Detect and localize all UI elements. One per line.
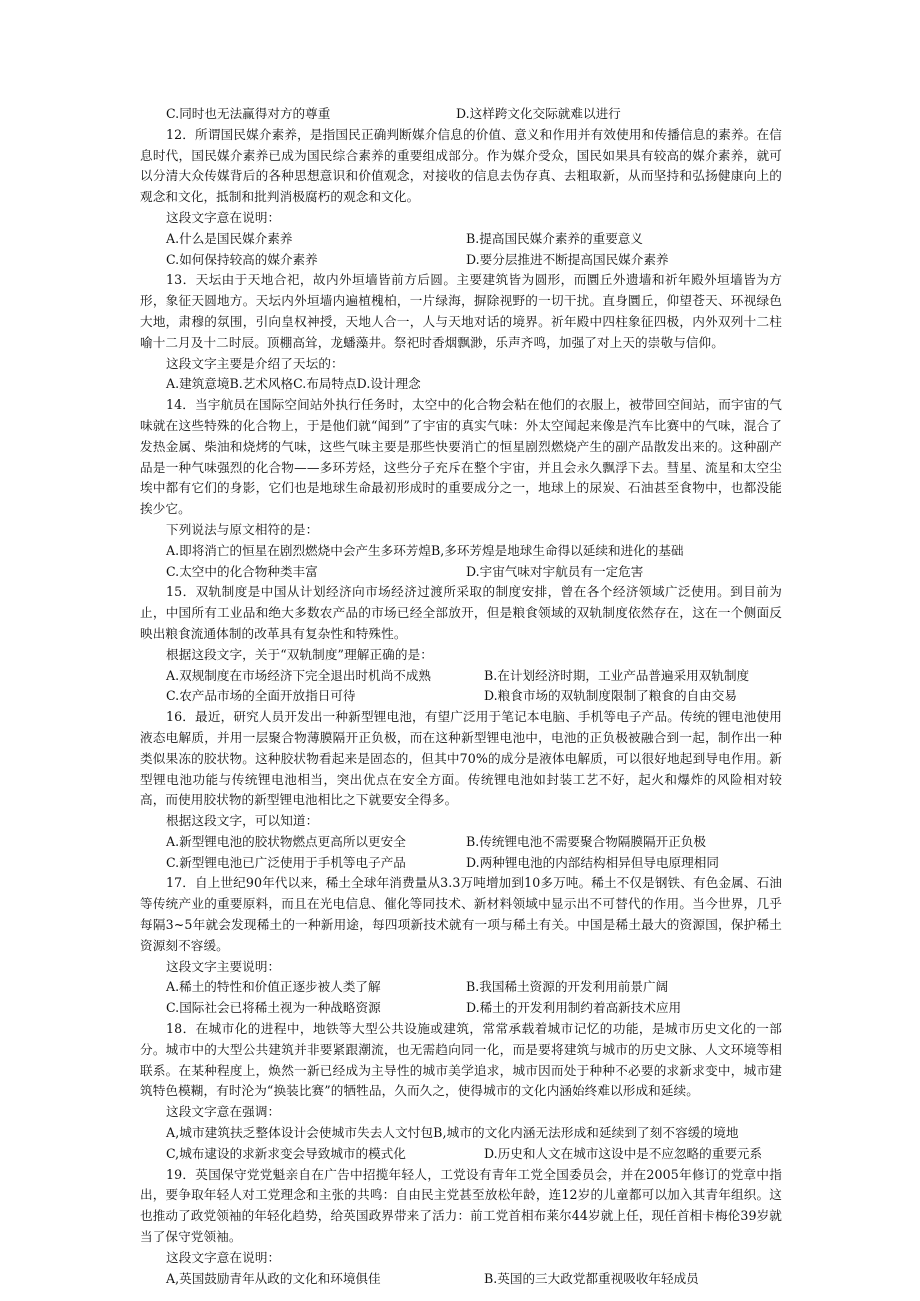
q17-question: 这段文字主要说明： bbox=[166, 958, 281, 974]
q18-question: 这段文字意在强调： bbox=[166, 1104, 281, 1120]
q17-option-d[interactable]: D.稀土的开发利用制约着高新技术应用 bbox=[466, 1000, 682, 1016]
q11-option-c[interactable]: C.同时也无法赢得对方的尊重 bbox=[166, 106, 331, 121]
q16-passage: 16．最近，研究人员开发出一种新型锂电池，有望广泛用于笔记本电脑、手机等电子产品。传统的锂电池使用液态电解质，并用一层聚合物薄膜隔开正负极，而在这种新型锂电池中，电池的正负极被融合到一起，制作出一种类似果冻的胶状物。这种胶状物看起来是固态的，但其中70%的成分是液体电解质，可以很好地起到导电作用。新型锂电池功能与传统锂电池相当，突出优点在安全方面。传统锂电池如封装工艺不好，起火和爆炸的风险相对较高，而使用胶状物的新型锂电池相比之下就要安全得多。 bbox=[140, 709, 782, 808]
exam-page bbox=[140, 104, 782, 1289]
q17-options-cd bbox=[166, 998, 782, 1019]
q15-options-ab bbox=[166, 666, 782, 687]
q15-option-d[interactable]: D.粮食市场的双轨制度限制了粮食的自由交易 bbox=[484, 688, 737, 704]
q14-options-cd bbox=[166, 562, 782, 583]
q14-option-c[interactable]: C.太空中的化合物种类丰富 bbox=[166, 563, 318, 579]
q12-option-d[interactable]: D.要分层推进不断提高国民媒介素养 bbox=[466, 251, 669, 267]
q16-options-ab bbox=[166, 832, 782, 853]
q13-options[interactable]: A.建筑意境B.艺术风格C.布局特点D.设计理念 bbox=[166, 376, 421, 392]
q16-options-cd bbox=[166, 853, 782, 874]
q17-option-b[interactable]: B.我国稀土资源的开发利用前景广阔 bbox=[466, 979, 669, 995]
q16-option-d[interactable]: D.两种锂电池的内部结构相异但导电原理相同 bbox=[466, 854, 719, 870]
q12-options-cd bbox=[166, 250, 782, 271]
q16-option-c[interactable]: C.新型锂电池已广泛使用于手机等电子产品 bbox=[166, 854, 406, 870]
q12-question: 这段文字意在说明： bbox=[166, 209, 281, 225]
q11-options-cd bbox=[166, 104, 782, 125]
q17-option-c[interactable]: C.国际社会已将稀土视为一种战略资源 bbox=[166, 1000, 381, 1016]
q12-option-c[interactable]: C.如何保持较高的媒介素养 bbox=[166, 251, 318, 267]
q14-question: 下列说法与原文相符的是： bbox=[166, 521, 319, 537]
q19-question: 这段文字意在说明： bbox=[166, 1249, 281, 1265]
q12-option-a[interactable]: A.什么是国民媒介素养 bbox=[166, 230, 293, 246]
q17-options-ab bbox=[166, 977, 782, 998]
q19-option-a[interactable]: A,英国鼓励青年从政的文化和环境俱佳 bbox=[166, 1270, 381, 1286]
q18-passage: 18．在城市化的进程中，地铁等大型公共设施或建筑，常常承载着城市记忆的功能，是城市历史文化的一部分。城市中的大型公共建筑并非要紧跟潮流，也无需趋向同一化，而是要将建筑与城市的历史文脉、人文环境等相联系。在某种程度上，焕然一新已经成为主导性的城市美学追求，城市因而处于种种不必要的求新求变中，城市建筑特色模糊，有时沦为“换装比赛”的牺牲品，久而久之，使得城市的文化内涵始终难以形成和延续。 bbox=[140, 1021, 782, 1099]
q17-passage: 17．自上世纪90年代以来，稀土全球年消费量从3.3万吨增加到10多万吨。稀土不仅是钢铁、有色金属、石油等传统产业的重要原料，而且在光电信息、催化等同技术、新材料领域中显示出不可替代的作用。当今世界，几乎每隔3~5年就会发现稀土的一种新用途，每四项新技术就有一项与稀土有关。中国是稀土最大的资源国，保护稀土资源刻不容缓。 bbox=[140, 875, 782, 953]
q15-option-a[interactable]: A.双规制度在市场经济下完全退出时机尚不成熟 bbox=[166, 667, 431, 683]
q11-option-d[interactable]: D.这样跨文化交际就难以进行 bbox=[456, 106, 621, 121]
q15-option-b[interactable]: B.在计划经济时期，工业产品普遍采用双轨制度 bbox=[484, 667, 750, 683]
q15-options-cd bbox=[166, 686, 782, 707]
q13-passage: 13．天坛由于天地合祀，故内外垣墙皆前方后圆。主要建筑皆为圆形，而圜丘外遗墙和祈年殿外垣墙皆为方形，象征天圆地方。天坛内外垣墙内遍植槐柏，一片绿海，摒除视野的一切干扰。直身圜丘，仰望苍天、环视绿色大地，肃穆的氛围，引向皇权神授，天地人合一，人与天地对话的境界。祈年殿中四柱象征四极，内外双列十二柱喻十二月及十二时辰。顶棚高耸，龙蟠藻井。祭祀时香烟飘渺，乐声齐鸣，加强了对上天的崇敬与信仰。 bbox=[140, 272, 782, 350]
q12-passage: 12．所谓国民媒介素养，是指国民正确判断媒介信息的价值、意义和作用并有效使用和传播信息的素养。在信息时代，国民媒介素养已成为国民综合素养的重要组成部分。作为媒介受众，国民如果具有较高的媒介素养，就可以分清大众传媒背后的各种思想意识和价值观念，对接收的信息去伪存真、去粗取新，从而坚持和弘扬健康向上的观念和文化，抵制和批判消极腐朽的观念和文化。 bbox=[140, 126, 782, 205]
q19-option-b[interactable]: B.英国的三大政党都重视吸收年轻成员 bbox=[484, 1270, 699, 1286]
q14-options-ab[interactable]: A.即将消亡的恒星在剧烈燃烧中会产生多环芳煌B,多环芳煌是地球生命得以延续和进化的基础 bbox=[166, 542, 684, 558]
q19-passage: 19．英国保守党党魁亲自在广告中招揽年轻人，工党设有青年工党全国委员会，并在2005年修订的党章中指出，要争取年轻人对工党理念和主张的共鸣：自由民主党甚至放松年龄，连12岁的儿童都可以加入其青年组织。这也推动了政党领袖的年轻化趋势，给英国政界带来了活力：前工党首相布莱尔44岁就上任，现任首相卡梅伦39岁就当了保守党领袖。 bbox=[140, 1166, 782, 1245]
q16-option-a[interactable]: A.新型锂电池的胶状物燃点更高所以更安全 bbox=[166, 833, 406, 849]
q12-options-ab bbox=[166, 229, 782, 250]
q14-option-d[interactable]: D.宇宙气味对宇航员有一定危害 bbox=[466, 563, 644, 579]
q14-passage: 14．当宇航员在国际空间站外执行任务时，太空中的化合物会粘在他们的衣服上，被带回空间站，而宇宙的气味就在这些特殊的化合物上，于是他们就“闻到”了宇宙的真实气味：外太空闻起来像是汽车比赛中的气味，混合了发热金属、柴油和烧烤的气味，这些气味主要是那些快要消亡的恒星剧烈燃烧产生的副产品散发出来的。这种副产品是一种气味强烈的化合物——多环芳烃，这些分子充斥在整个宇宙，并且会永久飘浮下去。彗星、流星和太空尘埃中都有它们的身影，它们也是地球生命最初形成时的重要成分之一，地球上的尿炭、石油甚至食物中，也都没能挨少它。 bbox=[140, 397, 782, 517]
q13-question: 这段文字主要是介绍了天坛的： bbox=[166, 355, 344, 371]
q18-option-c[interactable]: C,城布逮设的求新求变会导致城市的模式化 bbox=[166, 1145, 406, 1161]
q15-passage: 15．双轨制度是中国从计划经济向市场经济过渡所采取的制度安排，曾在各个经济领域广泛使用。到目前为止，中国所有工业品和绝大多数农产品的市场已经全部放开，但是粮食领域的双轨制度依然存在，这在一个侧面反映出粮食流通体制的改革具有复杂性和特殊性。 bbox=[140, 584, 782, 641]
q18-options-ab[interactable]: A,城市建筑扶乏整体设计会使城市失去人文忖包B,城市的文化内涵无法形成和延续到了刻不容缓的境地 bbox=[166, 1125, 739, 1141]
q16-question: 根据这段文字，可以知道： bbox=[166, 813, 319, 829]
q15-option-c[interactable]: C.农产品市场的全面开放指日可待 bbox=[166, 688, 356, 704]
q12-option-b[interactable]: B.提高国民媒介素养的重要意义 bbox=[466, 230, 643, 246]
q16-option-b[interactable]: B.传统锂电池不需要聚合物隔膜隔开正负极 bbox=[466, 833, 706, 849]
q17-option-a[interactable]: A.稀土的特性和价值正逐步被人类了解 bbox=[166, 979, 381, 995]
q15-question: 根据这段文字，关于“双轨制度”理解正确的是： bbox=[166, 646, 433, 662]
q18-options-cd bbox=[166, 1144, 782, 1165]
q19-options-ab bbox=[166, 1269, 782, 1290]
q18-option-d[interactable]: D.历史和人文在城市这设中是不应忽略的重要元系 bbox=[484, 1145, 763, 1161]
